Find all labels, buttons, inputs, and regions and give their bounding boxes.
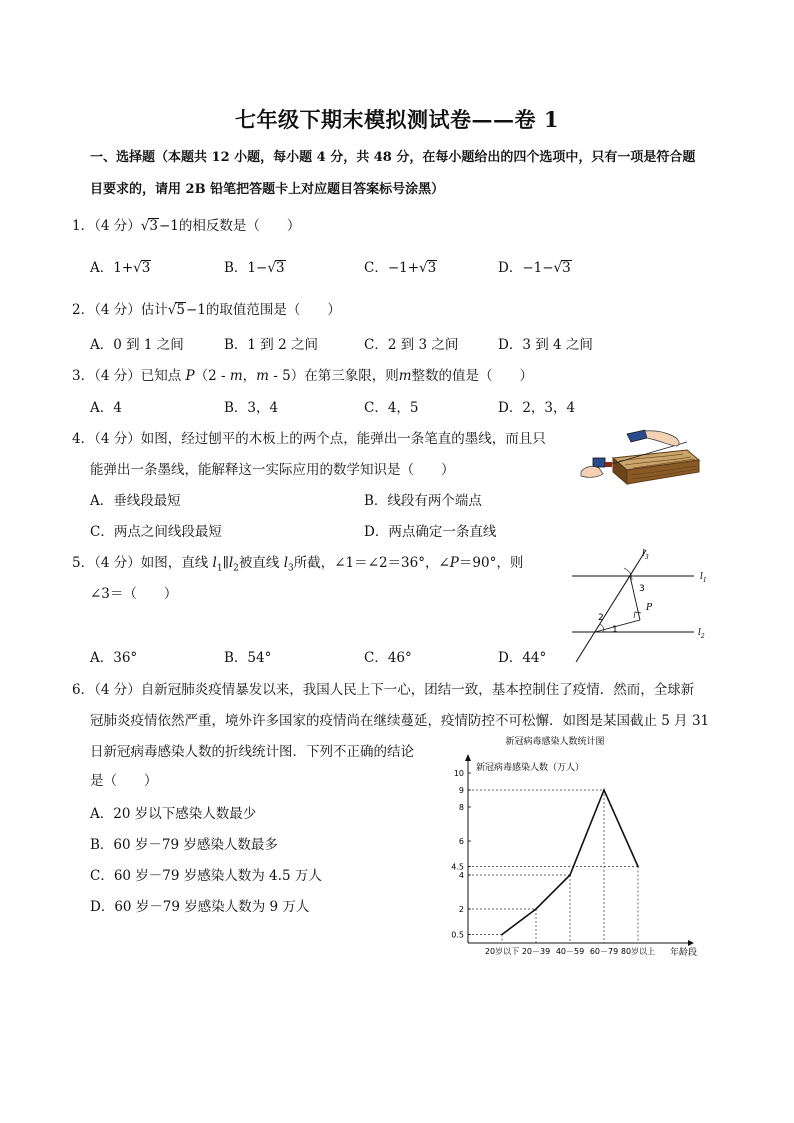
y-tick-label: 9 [458, 786, 464, 795]
sqrt-3: √3 [419, 260, 437, 276]
radicand: 5 [176, 302, 185, 318]
data-point [569, 874, 571, 876]
sqrt-5: √5 [167, 302, 185, 318]
data-point [501, 934, 503, 936]
question-5-option-b: B．54° [224, 650, 272, 666]
ink-box-spool [605, 462, 612, 467]
q3-text-e: 整数的值是（ ） [411, 368, 534, 384]
question-1-option-b [224, 256, 286, 276]
question-2-text: −1的取值范围是（ ） [185, 302, 341, 318]
data-point [637, 866, 639, 868]
q3-var-m: m [229, 368, 243, 384]
question-4-option-c: C．两点之间线段最短 [90, 524, 222, 540]
y-tick-label: 4.5 [451, 862, 464, 872]
parallel-lines-figure [566, 544, 716, 666]
radicand: 3 [562, 260, 571, 276]
q5-l1-subscript: 1 [216, 563, 223, 574]
question-1-text: −1的相反数是（ ） [158, 218, 301, 234]
line-l3 [576, 550, 646, 662]
question-2-option-b: B．1 到 2 之间 [224, 337, 318, 353]
question-4-line2: 能弹出一条墨线，能解释这一实际应用的数学知识是（ ） [90, 462, 455, 478]
question-6-line2: 冠肺炎疫情依然严重，境外许多国家的疫情尚在继续蔓延，疫情防控不可松懈．如图是某国截止 5 月 31 [90, 713, 710, 729]
left-hand [581, 466, 603, 477]
section-heading-line1: 一、选择题（本题共 12 小题，每小题 4 分，共 48 分，在每小题给出的四个选项中，只有一项是符合题 [90, 150, 696, 165]
y-tick-label: 8 [458, 803, 464, 812]
radicand: 3 [141, 260, 151, 276]
label-l1: $l_1$ [700, 572, 707, 584]
right-angle-mark [634, 612, 641, 618]
question-3-option-a: A．4 [90, 400, 122, 416]
ink-box [593, 458, 605, 467]
question-2-stem [72, 298, 341, 318]
q3-var-m: m [256, 368, 269, 384]
option-a-text: A．1+ [90, 260, 134, 276]
question-6-option-c: C．60 岁－79 岁感染人数为 4.5 万人 [90, 868, 322, 884]
radicand: 3 [427, 260, 437, 276]
question-2-option-a: A．0 到 1 之间 [90, 337, 184, 353]
sqrt-3: √3 [140, 218, 158, 234]
question-5-option-c: C．46° [364, 650, 412, 666]
question-4-option-b: B．线段有两个端点 [364, 493, 482, 509]
question-2-prefix: 2．（4 分）估计 [72, 302, 168, 318]
question-1-option-d [498, 256, 572, 276]
q3-text-a: 3．（4 分）已知点 [72, 368, 186, 384]
chart-x-ticks [485, 946, 655, 956]
data-point [535, 908, 537, 910]
radicand: 3 [275, 260, 285, 276]
x-tick-label: 80岁以上 [620, 947, 656, 956]
question-1-stem [72, 214, 300, 234]
page-title: 七年级下期末模拟测试卷——卷 1 [235, 107, 559, 132]
q3-var-m: m [398, 368, 412, 384]
x-tick-label: 20岁以下 [484, 947, 520, 956]
option-d-text: D．−1− [498, 260, 554, 276]
q5-l2-subscript: 2 [233, 563, 239, 574]
question-4-option-a: A．垂线段最短 [90, 493, 181, 509]
q3-point-p: P [185, 368, 195, 384]
q5-text-b: 被直线 [238, 555, 284, 571]
question-6-line1: 6．（4 分）自新冠肺炎疫情暴发以来，我国人民上下一心，团结一致，基本控制住了疫情．然而，全球新 [72, 682, 695, 698]
chart-y-axis-label: 新冠病毒感染人数（万人） [476, 763, 585, 773]
sqrt-3: √3 [553, 260, 571, 276]
question-6-option-d: D．60 岁－79 岁感染人数为 9 万人 [90, 899, 310, 915]
q5-text-d: ＝90°，则 [458, 555, 524, 571]
radicand: 3 [149, 218, 158, 234]
angle-3-label: 3 [639, 584, 645, 594]
q5-line-l3: l [283, 555, 289, 571]
option-b-text: B．1− [224, 260, 268, 276]
x-tick-label: 40－59 [555, 947, 585, 956]
y-axis-arrow [465, 754, 471, 761]
label-l2: $l_2$ [698, 628, 705, 640]
question-6-option-a: A．20 岁以下感染人数最少 [90, 806, 257, 822]
angle-1-label: 1 [612, 625, 618, 635]
x-tick-label: 20－39 [521, 947, 551, 956]
y-tick-label: 6 [458, 837, 464, 846]
q5-text-c: 所截，∠1＝∠2＝36°，∠ [293, 555, 450, 571]
question-6-line3: 日新冠病毒感染人数的折线统计图．下列不正确的结论 [90, 744, 414, 760]
y-tick-label: 10 [453, 769, 464, 778]
y-tick-label: 4 [458, 871, 464, 880]
q3-text-d: - 5）在第三象限，则 [268, 368, 399, 384]
question-2-option-c: C．2 到 3 之间 [364, 337, 459, 353]
question-1-option-c [364, 256, 437, 276]
wood-plank-illustration [575, 428, 705, 494]
infection-line-chart [440, 730, 720, 962]
question-5-line2: ∠3＝（ ） [90, 586, 178, 602]
question-3-option-b: B．3，4 [224, 400, 279, 416]
y-tick-label: 2 [458, 905, 464, 914]
option-c-text: C．−1+ [364, 260, 420, 276]
question-1-prefix: 1．（4 分） [72, 218, 141, 234]
question-3-option-d: D．2，3，4 [498, 400, 576, 416]
question-5-line1 [72, 551, 523, 574]
parallel-symbol: ∥ [222, 555, 229, 571]
section-heading-line2: 目要求的，请用 2B 铅笔把答题卡上对应题目答案标号涂黑） [90, 182, 445, 197]
question-1-option-a [90, 256, 151, 276]
question-3-option-c: C．4，5 [364, 400, 419, 416]
question-4-line1: 4．（4 分）如图，经过刨平的木板上的两个点，能弹出一条笔直的墨线，而且只 [72, 431, 546, 447]
label-l3: $l_3$ [642, 549, 649, 561]
question-5-option-d: D．44° [498, 650, 547, 666]
y-tick-label: 0.5 [451, 930, 464, 940]
question-6-option-b: B．60 岁－79 岁感染人数最多 [90, 837, 278, 853]
q5-l3-subscript: 3 [288, 563, 294, 574]
data-point [603, 789, 605, 791]
q5-point-p: P [449, 555, 459, 571]
angle-2-label: 2 [598, 613, 604, 623]
q3-text-c: ， [242, 368, 257, 384]
q5-text-a: 5．（4 分）如图，直线 [72, 555, 213, 571]
right-hand [645, 431, 679, 446]
q3-text-b: （2 - [194, 368, 230, 384]
question-3-stem [72, 364, 533, 384]
chart-series [501, 789, 639, 935]
sqrt-3: √3 [133, 260, 151, 276]
q5-line-l1: l [212, 555, 217, 571]
sqrt-3: √3 [267, 260, 285, 276]
x-tick-label: 60－79 [589, 947, 619, 956]
chart-title: 新冠病毒感染人数统计图 [505, 737, 605, 747]
right-sleeve [627, 430, 647, 442]
question-5-option-a: A．36° [90, 650, 138, 666]
question-2-option-d: D．3 到 4 之间 [498, 337, 593, 353]
chart-guide-lines [468, 790, 638, 943]
point-p-label: P [646, 603, 653, 613]
chart-x-axis-label: 年龄段 [670, 948, 698, 958]
x-axis-arrow [688, 940, 694, 946]
question-6-line4: 是（ ） [90, 773, 158, 789]
question-4-option-d: D．两点确定一条直线 [364, 524, 497, 540]
q5-line-l2: l [228, 555, 234, 571]
